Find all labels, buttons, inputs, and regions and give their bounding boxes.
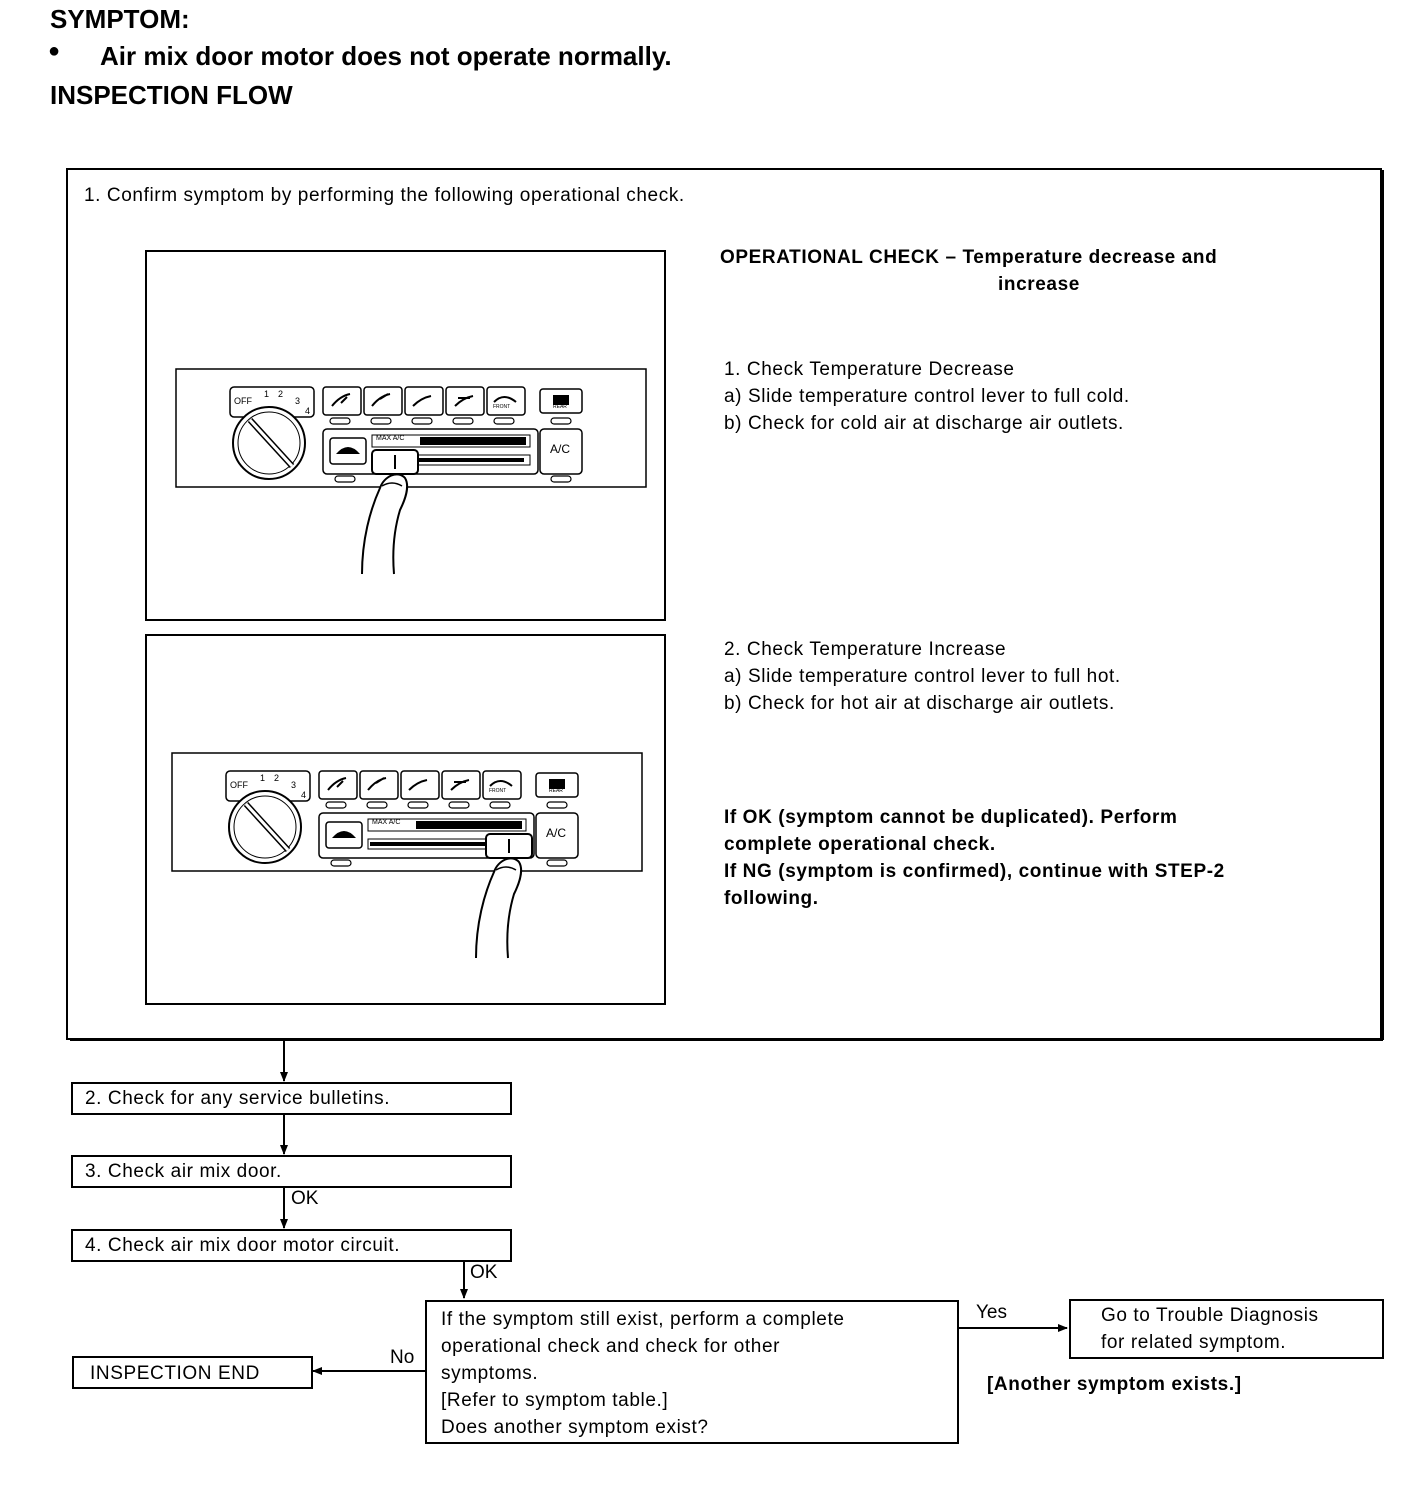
step3-text: 3. Check air mix door.: [85, 1161, 282, 1182]
inspection-end-text: INSPECTION END: [90, 1363, 260, 1384]
another-symptom-note: [Another symptom exists.]: [987, 1374, 1242, 1395]
fan-label-off-2: OFF: [230, 780, 248, 790]
fan-label-off: OFF: [234, 396, 252, 406]
step4-text: 4. Check air mix door motor circuit.: [85, 1235, 401, 1256]
symptom-text: Air mix door motor does not operate normally.: [100, 41, 672, 71]
yes-label: Yes: [976, 1302, 1007, 1323]
fan-label-1-2: 1: [260, 773, 266, 783]
op-check-title-2: increase: [998, 274, 1080, 295]
front-label-2: FRONT: [489, 788, 507, 794]
fan-label-4: 4: [305, 406, 311, 416]
increase-step-a: a) Slide temperature control lever to full hot.: [724, 666, 1121, 687]
trouble-line-2: for related symptom.: [1101, 1332, 1287, 1353]
no-label: No: [390, 1347, 415, 1368]
ok-label-1: OK: [291, 1188, 319, 1209]
ok-label-2: OK: [470, 1262, 498, 1283]
result-line-3: If NG (symptom is confirmed), continue with STEP-2: [724, 861, 1225, 882]
step2-box: [71, 1082, 512, 1115]
ac-label: A/C: [550, 442, 571, 456]
decision-line-4: [Refer to symptom table.]: [441, 1390, 669, 1411]
result-line-1: If OK (symptom cannot be duplicated). Perform: [724, 807, 1178, 828]
symptom-label: SYMPTOM:: [50, 4, 190, 34]
decision-line-3: symptoms.: [441, 1363, 539, 1384]
trouble-diagnosis-box: [1069, 1299, 1384, 1359]
inspection-flow-title: INSPECTION FLOW: [50, 80, 293, 110]
decrease-step-a: a) Slide temperature control lever to full cold.: [724, 386, 1130, 407]
result-line-2: complete operational check.: [724, 834, 996, 855]
fan-label-4-2: 4: [301, 790, 307, 800]
fan-label-3-2: 3: [291, 780, 297, 790]
result-line-4: following.: [724, 888, 819, 909]
decision-box: [425, 1300, 959, 1444]
fan-label-3: 3: [295, 396, 301, 406]
decrease-step-b: b) Check for cold air at discharge air outlets.: [724, 413, 1124, 434]
fan-label-2-2: 2: [274, 773, 280, 783]
fan-label-1: 1: [264, 389, 270, 399]
inspection-end-box: [72, 1356, 313, 1389]
max-ac-label-2: MAX A/C: [372, 819, 401, 826]
op-check-title: OPERATIONAL CHECK – Temperature decrease and: [720, 247, 1218, 268]
bullet-icon: ●: [48, 40, 61, 62]
decision-line-1: If the symptom still exist, perform a complete: [441, 1309, 845, 1330]
step1-title: 1. Confirm symptom by performing the following operational check.: [84, 185, 685, 206]
step4-box: [71, 1229, 512, 1262]
ac-label-2: A/C: [546, 826, 567, 840]
increase-step-b: b) Check for hot air at discharge air outlets.: [724, 693, 1115, 714]
decision-line-2: operational check and check for other: [441, 1336, 781, 1357]
front-label: FRONT: [493, 404, 511, 410]
increase-heading: 2. Check Temperature Increase: [724, 639, 1007, 660]
decrease-heading: 1. Check Temperature Decrease: [724, 359, 1015, 380]
rear-label: REAR: [553, 404, 567, 410]
max-ac-label: MAX A/C: [376, 435, 405, 442]
trouble-line-1: Go to Trouble Diagnosis: [1101, 1305, 1319, 1326]
step3-box: [71, 1155, 512, 1188]
decision-line-5: Does another symptom exist?: [441, 1417, 709, 1438]
step2-text: 2. Check for any service bulletins.: [85, 1088, 391, 1109]
fan-label-2: 2: [278, 389, 284, 399]
rear-label-2: REAR: [549, 788, 563, 794]
